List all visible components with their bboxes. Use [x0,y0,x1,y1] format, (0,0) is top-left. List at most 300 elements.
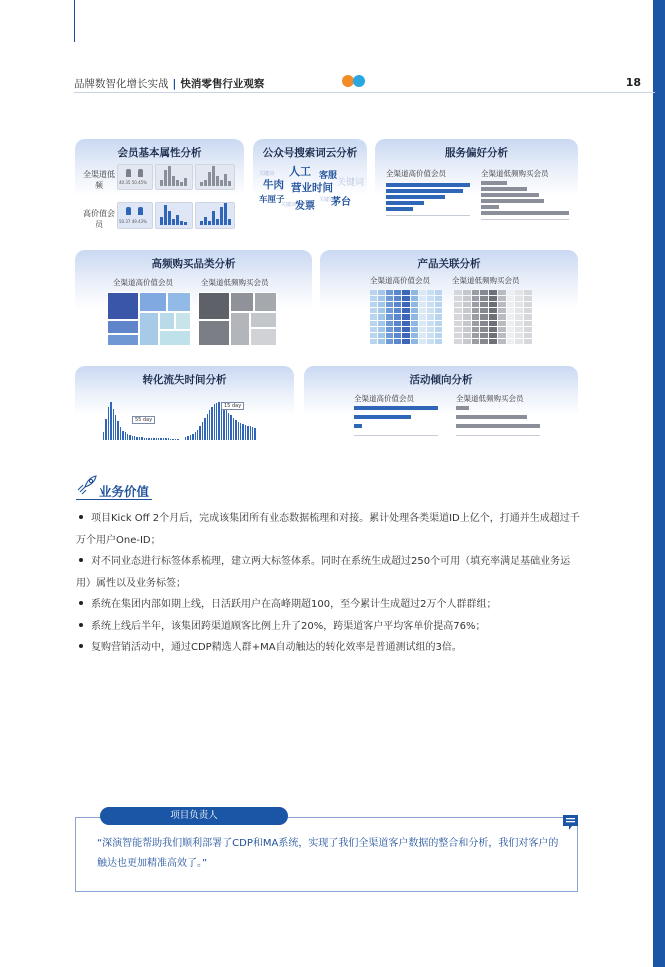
heatmap-cell [386,296,393,301]
heatmap-cell [454,321,462,326]
bullet-icon [79,644,83,648]
word: 营业时间 [291,182,333,194]
bar [481,199,544,203]
female-icon [138,169,143,177]
histogram-bar [129,435,130,440]
heatmap-cell [507,314,515,319]
heatmap-cell [435,333,442,338]
histogram-bar [151,438,152,440]
heatmap-cell [419,314,426,319]
left-bar-chart [386,183,470,223]
heatmap-cell [427,290,434,295]
histogram-bar [175,439,176,440]
heatmap-cell [402,302,409,307]
heatmap-cell [370,314,377,319]
word: 牛肉 [263,179,284,191]
heatmap-cell [507,327,515,332]
histogram-bar [172,439,173,440]
heatmap-cell [427,302,434,307]
age-panel [155,164,193,190]
right-bar-chart [481,181,569,223]
bar [386,183,470,187]
heatmap-cell [480,308,488,313]
heatmap-cell [480,327,488,332]
word: 发票 [295,201,315,212]
bar [354,415,411,419]
word: 关键词 [319,197,335,203]
heatmap-cell [498,321,506,326]
axis-line [386,215,470,216]
heatmap-cell [394,314,401,319]
gender-panel [117,164,153,190]
heatmap-cell [378,321,385,326]
histogram-bar [125,432,126,440]
histogram-bar [211,407,212,440]
histogram-bar [235,420,236,440]
list-item: 系统在集团内部如期上线，日活跃用户在高峰期超100，至今累计生成超过2万个人群群组； [76,594,581,616]
heatmap-cell [472,314,480,319]
heatmap-cell [370,308,377,313]
heatmap-cell [515,302,523,307]
heatmap-cell [370,333,377,338]
histogram-bar [228,413,229,440]
heatmap-cell [386,327,393,332]
heatmap-cell [419,327,426,332]
histogram-bar [141,437,142,440]
heatmap-cell [402,333,409,338]
card-title: 产品关联分析 [417,258,481,270]
heatmap-cell [435,308,442,313]
bar [386,189,463,193]
heatmap-cell [463,308,471,313]
heatmap-cell [515,327,523,332]
heatmap-cell [394,327,401,332]
right-series-label: 全渠道低频购买会员 [452,276,520,285]
bar [456,424,540,428]
heatmap-cell [515,296,523,301]
row-label-high-value: 高价值会员 [83,209,115,229]
histogram-bar [204,418,205,440]
heatmap-cell [427,333,434,338]
heatmap-blue [370,290,442,344]
histogram-bar [146,438,147,440]
histogram-bar [158,438,159,440]
heatmap-cell [498,296,506,301]
heatmap-cell [454,302,462,307]
bar [481,211,569,215]
heatmap-cell [472,296,480,301]
heatmap-cell [419,296,426,301]
heatmap-cell [386,333,393,338]
heatmap-cell [463,327,471,332]
heatmap-cell [524,321,532,326]
heatmap-cell [378,314,385,319]
heatmap-cell [507,302,515,307]
histogram-bar [252,427,253,440]
heatmap-cell [472,290,480,295]
heatmap-cell [489,290,497,295]
brand-logo-icon [342,75,368,89]
heatmap-cell [472,308,480,313]
heatmap-cell [411,333,418,338]
right-series-label: 全渠道低频购买会员 [481,169,549,178]
bullet-icon [79,515,83,519]
heatmap-cell [370,327,377,332]
region-panel [195,164,235,190]
heatmap-cell [394,308,401,313]
heatmap-cell [378,339,385,344]
heatmap-cell [480,302,488,307]
male-icon [126,169,131,177]
heatmap-cell [507,321,515,326]
list-item: 系统上线后半年，该集团跨渠道顾客比例上升了20%，跨渠道客户平均客单价提高76%； [76,616,581,638]
heatmap-cell [411,339,418,344]
histogram-bar [197,430,198,440]
bullet-icon [79,601,83,605]
histogram-bar [195,432,196,440]
business-value-list [76,508,581,659]
heatmap-cell [463,314,471,319]
heatmap-cell [454,327,462,332]
heatmap-cell [472,321,480,326]
treemap-blue [107,292,191,346]
heatmap-cell [498,333,506,338]
heatmap-cell [463,333,471,338]
heatmap-cell [463,321,471,326]
card-activity-tendency [304,366,578,448]
heatmap-cell [524,302,532,307]
histogram-bar [192,434,193,440]
heatmap-cell [402,321,409,326]
heatmap-cell [507,333,515,338]
heatmap-cell [472,333,480,338]
card-search-wordcloud [253,139,367,234]
heatmap-cell [386,321,393,326]
histogram-bar [168,438,169,440]
histogram-right-tag: 15 day [221,402,244,410]
heatmap-cell [419,302,426,307]
row-label-low-frequency: 全渠道低频 [83,170,115,190]
bar [481,187,527,191]
region-panel-blue [195,202,235,229]
heatmap-cell [370,339,377,344]
heatmap-cell [463,296,471,301]
heatmap-cell [480,296,488,301]
card-title: 活动倾向分析 [409,374,473,386]
histogram-bar [132,436,133,440]
heatmap-cell [394,321,401,326]
heatmap-cell [489,321,497,326]
heatmap-cell [507,296,515,301]
histogram-bar [214,404,215,440]
histogram-bar [207,414,208,440]
heatmap-cell [472,339,480,344]
histogram-bar [177,439,178,440]
heatmap-cell [427,308,434,313]
heatmap-cell [480,314,488,319]
heatmap-cell [489,314,497,319]
heatmap-cell [454,339,462,344]
heatmap-cell [472,302,480,307]
heatmap-cell [454,308,462,313]
heatmap-cell [498,290,506,295]
left-series-label: 全渠道高价值会员 [113,278,173,287]
heatmap-cell [427,321,434,326]
heatmap-cell [524,296,532,301]
treemap-gray [198,292,277,346]
heatmap-cell [498,327,506,332]
histogram-bar [134,436,135,440]
page-header [74,74,655,92]
heatmap-cell [378,296,385,301]
right-edge-bar [653,0,665,967]
top-rule [74,0,75,42]
bar [354,406,438,410]
histogram-bar [153,438,154,440]
heatmap-cell [378,302,385,307]
histogram-bar [247,426,248,440]
left-series-label: 全渠道高价值会员 [386,169,446,178]
age-panel-blue [155,202,193,229]
heatmap-cell [454,333,462,338]
quote-text: “深演智能帮助我们顺利部署了CDP和MA系统，实现了我们全渠道客户数据的整合和分析，我们对客户的触达也更加精准高效了。” [97,838,559,869]
heatmap-cell [489,302,497,307]
left-series-label: 全渠道高价值会员 [370,276,430,285]
heatmap-cell [386,302,393,307]
heatmap-cell [489,333,497,338]
histogram-bar [110,402,111,440]
heatmap-cell [378,290,385,295]
heatmap-cell [498,339,506,344]
heatmap-cell [480,333,488,338]
histogram-bar [105,419,106,440]
heatmap-cell [480,339,488,344]
heatmap-cell [394,333,401,338]
bar [386,201,424,205]
heatmap-cell [411,290,418,295]
heatmap-cell [524,308,532,313]
heatmap-cell [524,333,532,338]
quote-author-tab: 项目负责人 [100,807,288,825]
histogram-bar [240,423,241,440]
heatmap-cell [370,296,377,301]
heatmap-cell [419,333,426,338]
histogram-bar [108,407,109,440]
histogram-left-tag: 55 day [132,416,155,424]
heatmap-cell [370,321,377,326]
bar [354,424,362,428]
heading-underline [76,499,152,500]
heatmap-cell [378,308,385,313]
female-icon [138,207,143,215]
heatmap-cell [515,339,523,344]
histogram-bar [218,402,219,440]
heatmap-cell [386,308,393,313]
histogram-bar [170,439,171,440]
heatmap-cell [402,339,409,344]
gender-panel-blue [117,202,153,229]
histogram-bar [103,432,104,440]
heatmap-cell [370,290,377,295]
heatmap-cell [411,302,418,307]
heatmap-cell [498,308,506,313]
histogram-bar [230,415,231,440]
heatmap-cell [427,339,434,344]
histogram-bar [139,437,140,440]
heatmap-cell [435,339,442,344]
heatmap-cell [454,290,462,295]
word: 人工 [289,165,311,178]
heatmap-cell [427,327,434,332]
word: 关键词 [337,178,365,188]
word: 客服 [319,171,338,181]
card-churn-timing [75,366,294,448]
histogram-bar [185,437,186,440]
heatmap-cell [394,339,401,344]
right-bar-chart [456,406,540,442]
heatmap-cell [411,296,418,301]
bullet-icon [79,623,83,627]
heatmap-cell [524,339,532,344]
histogram-bar [209,410,210,440]
bullet-icon [79,558,83,562]
heatmap-cell [427,296,434,301]
histogram-bar [190,435,191,440]
bar [456,415,527,419]
histogram-bar [233,418,234,440]
list-item: 对不同业态进行标签体系梳理，建立两大标签体系。同时在系统生成超过250个可用（填充率满足基础业务运用）属性以及业务标签； [76,556,571,589]
heatmap-cell [386,314,393,319]
histogram-bar [242,424,243,440]
heatmap-cell [515,333,523,338]
heatmap-cell [515,290,523,295]
word: 关键词 [281,202,297,208]
histogram-bar [136,437,137,440]
section-heading: 业务价值 [99,484,150,499]
heatmap-cell [489,327,497,332]
heatmap-cell [370,302,377,307]
histogram-bar [160,438,161,440]
bar [386,207,413,211]
bar [456,406,469,410]
card-member-attributes [75,139,244,234]
heatmap-cell [524,290,532,295]
gender-stat: 40.35 50.45% [119,180,147,185]
comment-icon [563,815,578,831]
histogram-bar [250,426,251,440]
heatmap-cell [419,339,426,344]
heatmap-cell [394,290,401,295]
axis-line [456,435,540,436]
histogram-bar [245,425,246,440]
heatmap-cell [463,339,471,344]
heatmap-cell [402,290,409,295]
word: 茅台 [331,197,351,208]
histogram-bar [156,438,157,440]
heatmap-cell [386,290,393,295]
heatmap-cell [480,321,488,326]
histogram-bar [163,438,164,440]
heatmap-cell [498,302,506,307]
histogram-bar [117,421,118,440]
heatmap-cell [435,296,442,301]
heatmap-cell [480,290,488,295]
histogram-bar [165,438,166,440]
list-item: 复购营销活动中，通过CDP精选人群+MA自动触达的转化效率是普通测试组的3倍。 [76,637,581,659]
bar [481,205,499,209]
histogram-bar [187,436,188,440]
list-item: 项目Kick Off 2个月后，完成该集团所有业态数据梳理和对接。累计处理各类渠道ID上亿个，打通并生成超过千万个用户One-ID； [76,513,580,546]
heatmap-cell [411,321,418,326]
right-series-label: 全渠道低频购买会员 [456,394,524,403]
histogram-bar [216,403,217,440]
heatmap-cell [507,339,515,344]
histogram-bar [120,427,121,440]
left-bar-chart [354,406,438,442]
header-divider [74,92,655,93]
heatmap-cell [515,308,523,313]
gender-stat: 50.37 49.43% [119,219,147,224]
card-title: 会员基本属性分析 [117,147,202,159]
histogram-bar [148,438,149,440]
heatmap-cell [394,302,401,307]
heatmap-cell [498,314,506,319]
histogram-bar [127,434,128,440]
heatmap-cell [419,290,426,295]
heatmap-cell [411,327,418,332]
heatmap-cell [378,333,385,338]
heatmap-cell [378,327,385,332]
heatmap-cell [489,308,497,313]
heatmap-cell [435,327,442,332]
heatmap-cell [411,314,418,319]
heatmap-cell [515,314,523,319]
heatmap-cell [507,290,515,295]
heatmap-cell [507,308,515,313]
heatmap-cell [454,314,462,319]
heatmap-cell [402,296,409,301]
heatmap-cell [435,314,442,319]
card-title: 转化流失时间分析 [142,374,227,386]
heatmap-cell [394,296,401,301]
heatmap-cell [463,302,471,307]
heatmap-gray [454,290,532,344]
histogram-bar [238,422,239,440]
histogram-bar [144,438,145,440]
heatmap-cell [472,327,480,332]
histogram-bar [223,406,224,440]
heatmap-cell [402,308,409,313]
word: 车厘子 [259,195,285,205]
card-title: 高频购买品类分析 [151,258,236,270]
heatmap-cell [386,339,393,344]
heatmap-cell [427,314,434,319]
left-series-label: 全渠道高价值会员 [354,394,414,403]
heatmap-cell [524,314,532,319]
histogram-bar [254,428,255,440]
axis-line [481,219,569,220]
heatmap-cell [515,321,523,326]
word: 关键词 [259,171,275,177]
bar [481,193,539,197]
heatmap-cell [402,314,409,319]
heatmap-cell [419,308,426,313]
histogram-bar [115,415,116,440]
histogram-bar [122,431,123,441]
heatmap-cell [402,327,409,332]
bar [481,181,507,185]
heatmap-cell [524,327,532,332]
